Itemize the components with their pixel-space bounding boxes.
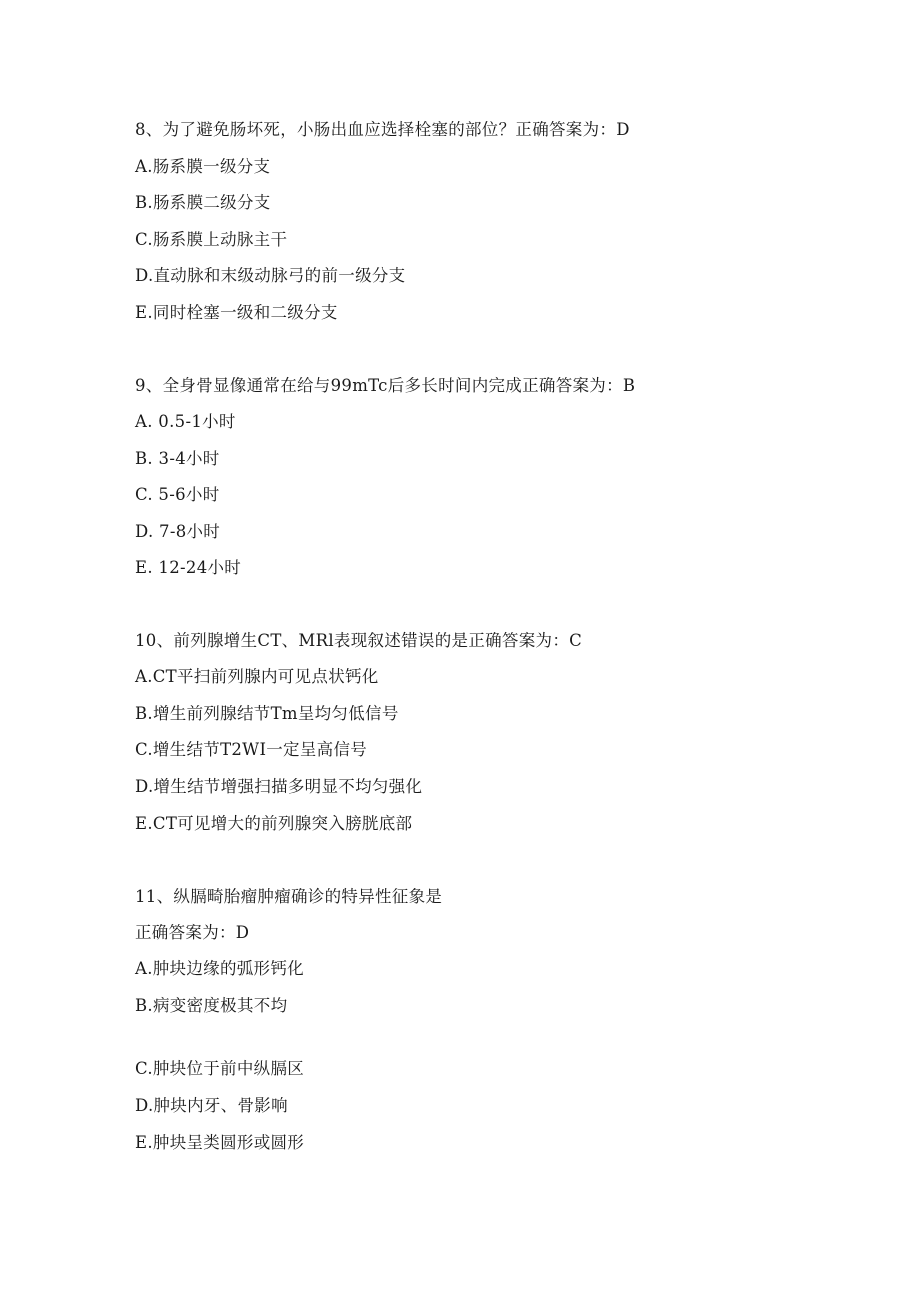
- question-8-option-b: B.肠系膜二级分支: [135, 193, 271, 212]
- question-9-option-a: A. 0.5-1小时: [135, 412, 236, 431]
- question-8-option-d: D.直动脉和末级动脉弓的前一级分支: [135, 266, 406, 285]
- question-9-option-e: E. 12-24小时: [135, 558, 242, 577]
- question-11-option-c: C.肿块位于前中纵膈区: [135, 1059, 305, 1078]
- question-11-answer: 正确答案为：D: [135, 923, 250, 942]
- question-10-option-d: D.增生结节增强扫描多明显不均匀强化: [135, 777, 423, 796]
- question-11-option-b: B.病变密度极其不均: [135, 996, 288, 1015]
- question-10-option-a: A.CT平扫前列腺内可见点状钙化: [135, 667, 379, 686]
- question-10-option-b: B.增生前列腺结节Tm呈均匀低信号: [135, 704, 399, 723]
- question-9-option-c: C. 5-6小时: [135, 485, 220, 504]
- question-9-stem: 9、全身骨显像通常在给与99mTc后多长时间内完成正确答案为：B: [135, 376, 636, 395]
- question-8-option-c: C.肠系膜上动脉主干: [135, 230, 288, 249]
- question-11-option-d: D.肿块内牙、骨影响: [135, 1096, 288, 1115]
- question-10-option-c: C.增生结节T2WI一定呈高信号: [135, 740, 368, 759]
- question-11-stem: 11、纵膈畸胎瘤肿瘤确诊的特异性征象是: [135, 887, 443, 906]
- question-9-option-b: B. 3-4小时: [135, 449, 220, 468]
- question-10-option-e: E.CT可见增大的前列腺突入膀胱底部: [135, 814, 413, 833]
- question-8-option-a: A.肠系膜一级分支: [135, 157, 271, 176]
- question-8-stem: 8、为了避免肠坏死，小肠出血应选择栓塞的部位？正确答案为：D: [135, 120, 630, 139]
- question-10-stem: 10、前列腺增生CT、MRl表现叙述错误的是正确答案为：C: [135, 631, 583, 650]
- question-9-option-d: D. 7-8小时: [135, 522, 221, 541]
- question-11-option-e: E.肿块呈类圆形或圆形: [135, 1133, 305, 1152]
- question-11-option-a: A.肿块边缘的弧形钙化: [135, 959, 304, 978]
- question-8-option-e: E.同时栓塞一级和二级分支: [135, 303, 338, 322]
